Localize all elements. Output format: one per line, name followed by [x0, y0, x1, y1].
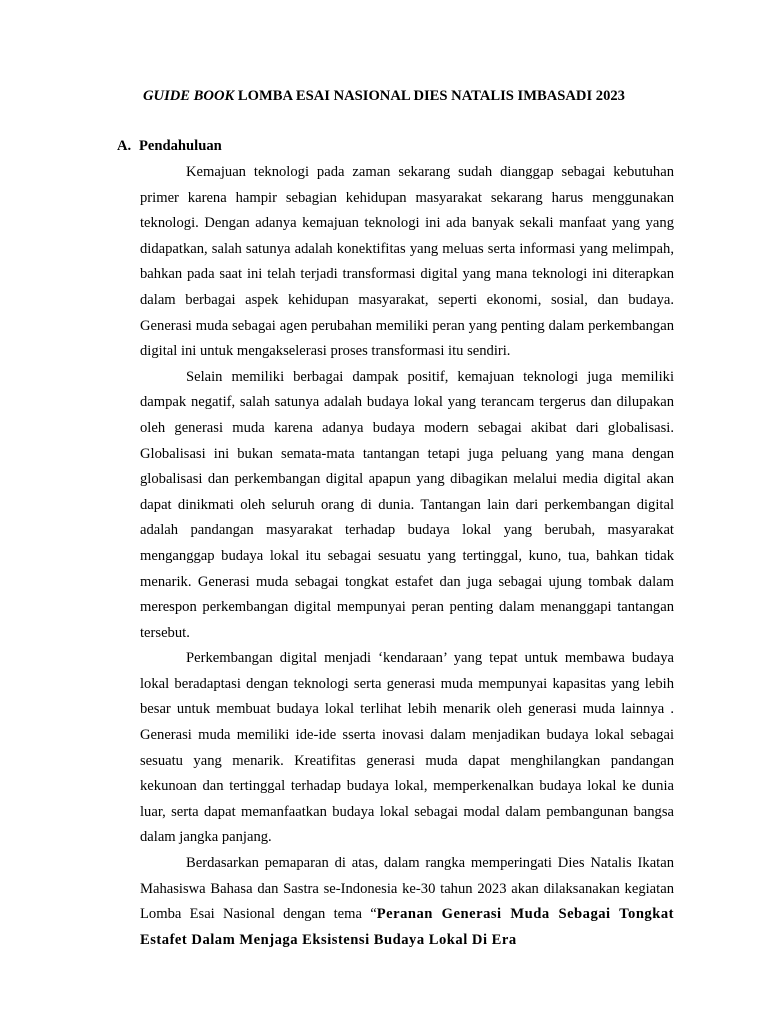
title-italic: GUIDE BOOK	[143, 88, 235, 104]
page-title	[0, 86, 768, 106]
paragraph: Selain memiliki berbagai dampak positif, kemajuan teknologi juga memiliki dampak negatif, salah satunya adalah budaya lokal yang terancam tergerus dan dilupakan oleh generasi muda karena adanya budaya modern sebagai akibat dari globalisasi. Globalisasi ini bukan semata-mata tantangan tetapi juga peluang yang mana dengan globalisasi dan perkembangan digital apapun yang dibagikan melalui media digital akan dapat dinikmati oleh seluruh orang di dunia. Tantangan lain dari perkembangan digital adalah pandangan masyarakat terhadap budaya lokal yang berubah, masyarakat menganggap budaya lokal itu sebagai sesuatu yang tertinggal, kuno, tua, bahkan tidak menarik. Generasi muda sebagai tongkat estafet dan juga sebagai ujung tombak dalam merespon perkembangan digital mempunyai peran penting dalam menanggapi tantangan tersebut.	[140, 368, 674, 641]
body-text	[140, 160, 674, 953]
section-letter: A.	[117, 138, 132, 154]
section-heading	[117, 136, 222, 156]
section-title: Pendahuluan	[139, 138, 222, 154]
paragraph: Kemajuan teknologi pada zaman sekarang sudah dianggap sebagai kebutuhan primer karena hampir sebagian kehidupan masyarakat sekarang harus menggunakan teknologi. Dengan adanya kemajuan teknologi ini ada banyak sekali manfaat yang yang didapatkan, salah satunya adalah konektifitas yang meluas serta informasi yang melimpah, bahkan pada saat ini telah terjadi transformasi digital yang mana teknologi ini diterapkan dalam berbagai aspek kehidupan masyarakat, seperti ekonomi, sosial, dan budaya. Generasi muda sebagai agen perubahan memiliki peran yang penting dalam perkembangan digital ini untuk mengakselerasi proses transformasi itu sendiri.	[140, 164, 674, 360]
title-rest: LOMBA ESAI NASIONAL DIES NATALIS IMBASADI 2023	[234, 88, 625, 104]
last-paragraph-text: Berdasarkan pemaparan di atas, dalam rangka memperingati Dies Natalis Ikatan Mahasiswa Bahasa dan Sastra se-Indonesia ke-30 tahun 2023 akan dilaksanakan kegiatan Lomba Esai Nasional dengan tema “	[140, 855, 674, 923]
paragraph: Perkembangan digital menjadi ‘kendaraan’ yang tepat untuk membawa budaya lokal beradaptasi dengan teknologi serta generasi muda mempunyai kapasitas yang lebih besar untuk membuat budaya lokal terlihat lebih menarik oleh generasi muda lainnya . Generasi muda memiliki ide-ide sserta inovasi dalam menjadikan budaya lokal sebagai sesuatu yang menarik. Kreatifitas generasi muda dapat menghilangkan pandangan kekunoan dan tertinggal terhadap budaya lokal, memperkenalkan budaya lokal ke dunia luar, serta dapat memanfaatkan budaya lokal sebagai modal dalam pembangunan bangsa dalam jangka panjang.	[140, 650, 674, 846]
theme-bold-text: Peranan Generasi Muda Sebagai Tongkat Estafet Dalam Menjaga Eksistensi Budaya Lokal Di Era	[140, 906, 675, 948]
paragraph-last	[140, 851, 674, 953]
